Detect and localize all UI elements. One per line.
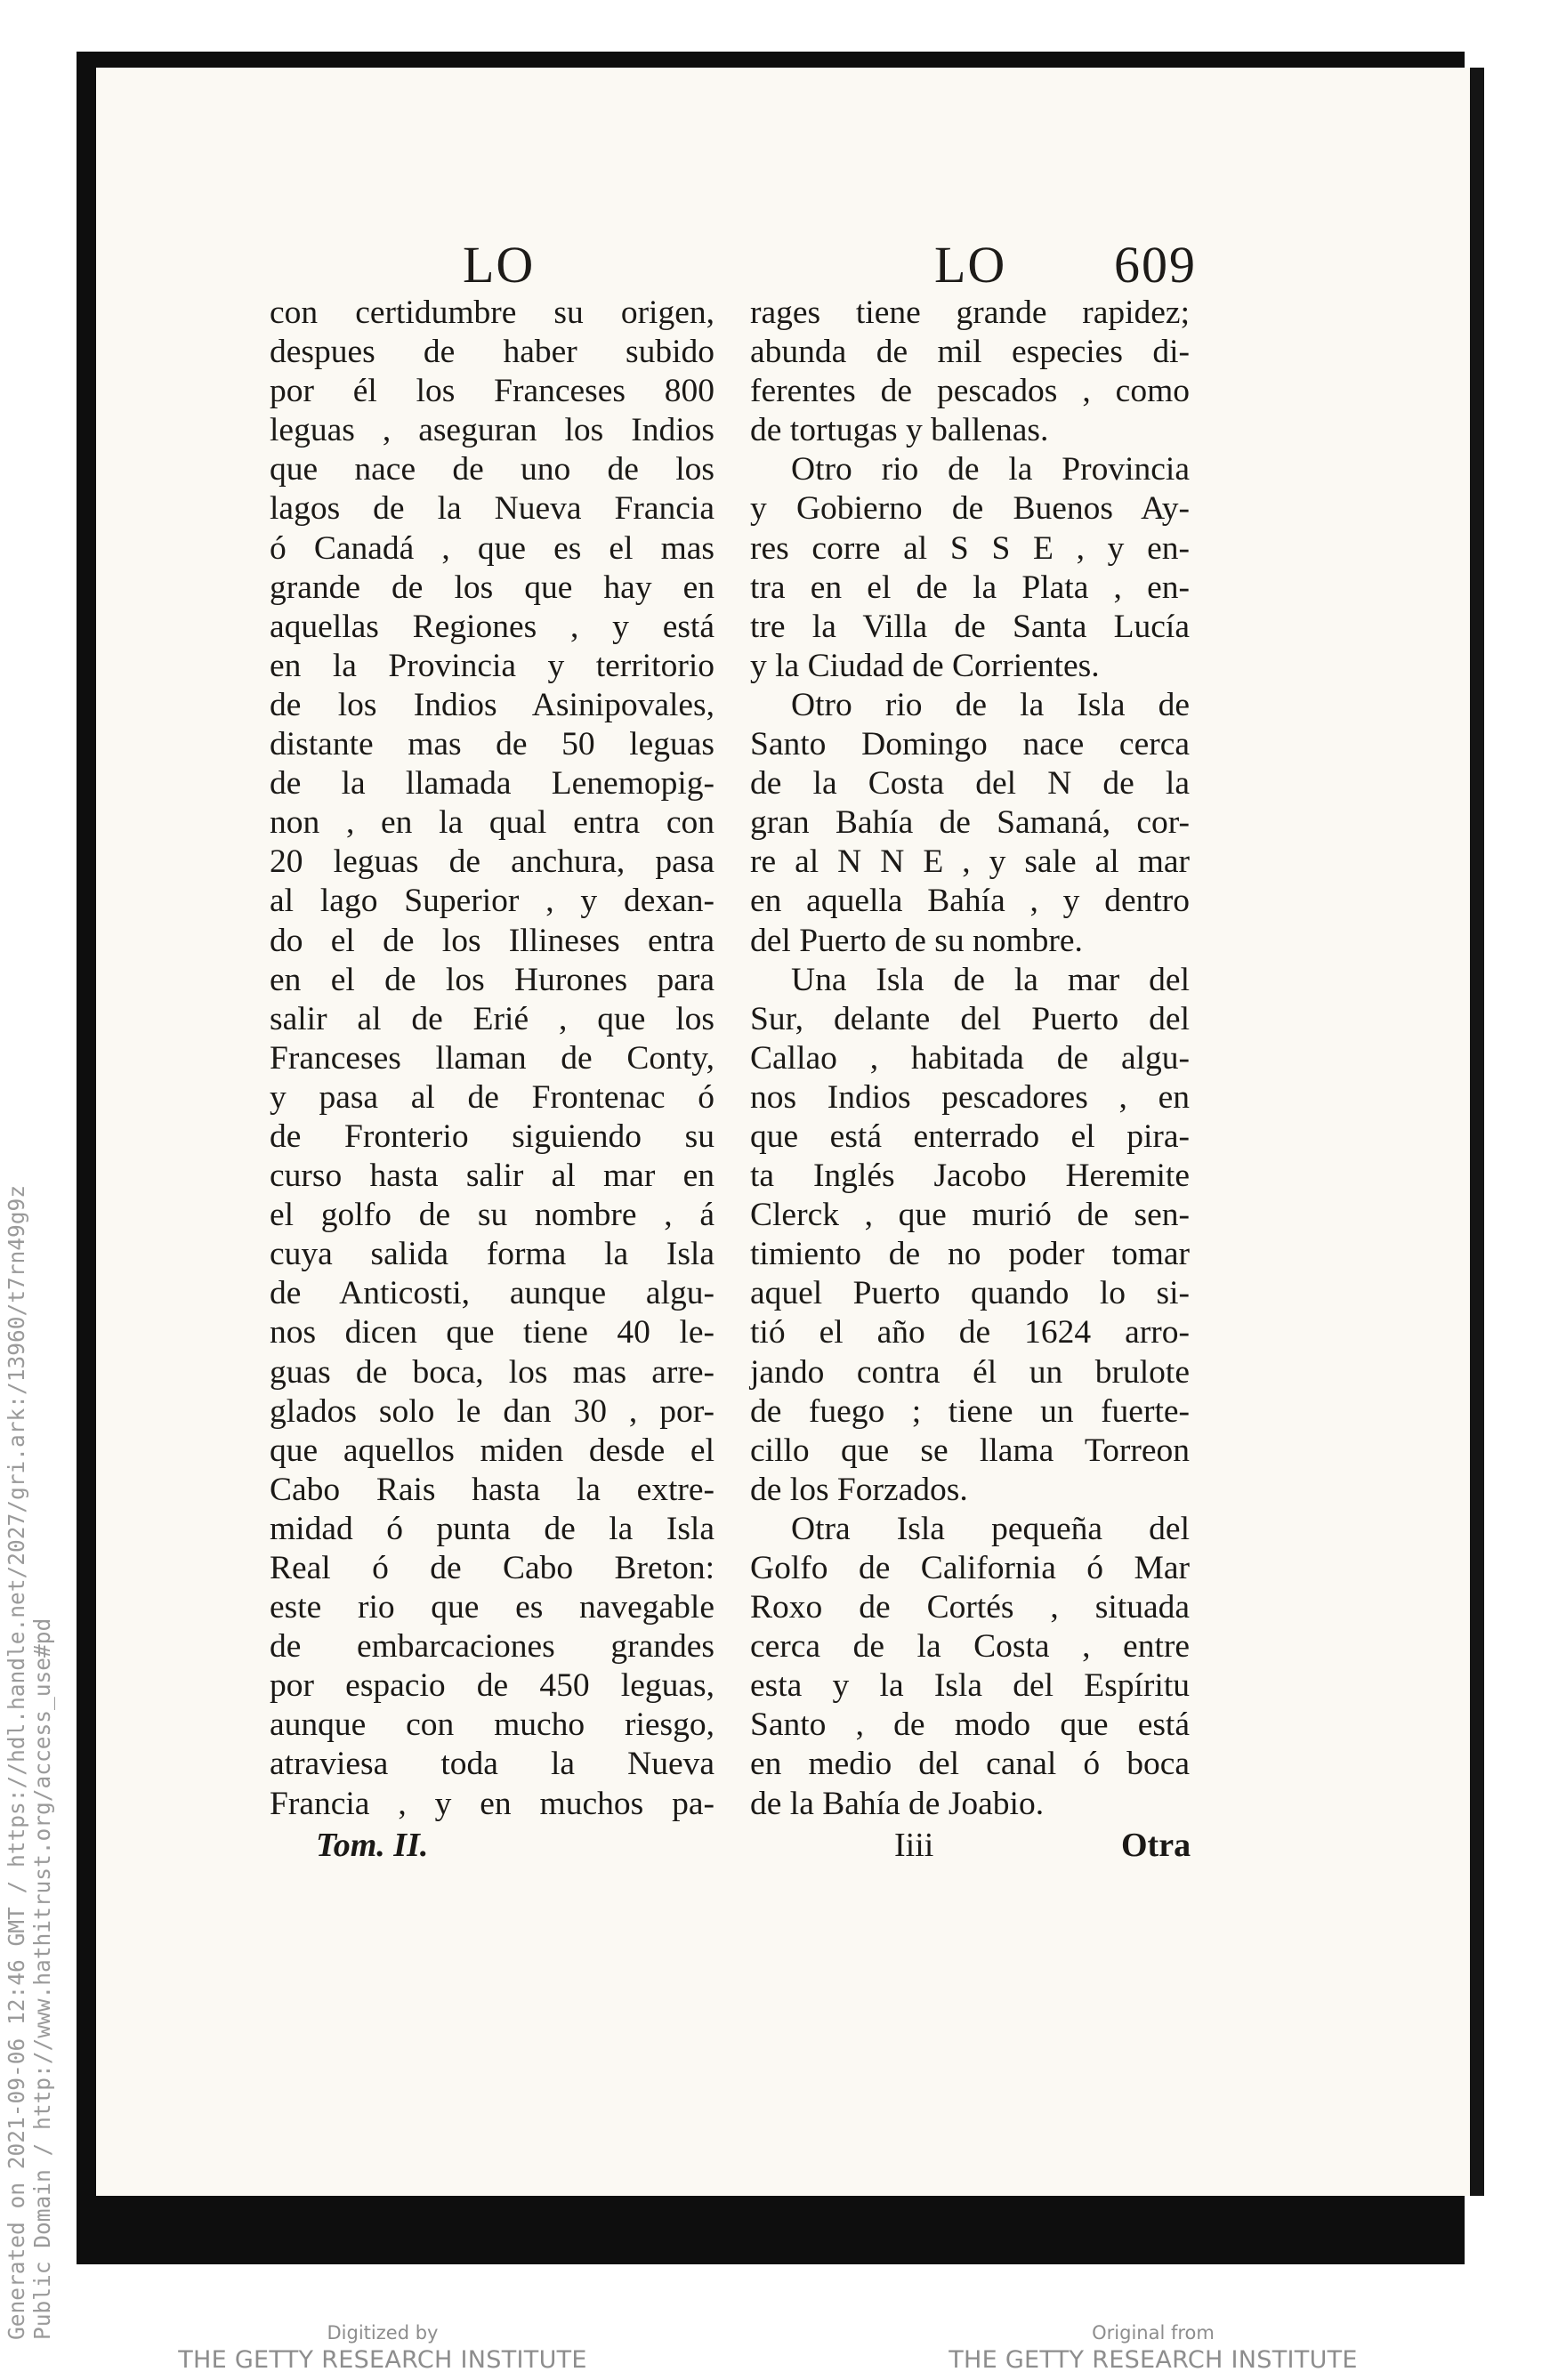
text-line: y la Ciudad de Corrientes. [750,647,1100,684]
text-line: Francia , y en muchos pa- [270,1785,714,1822]
text-line: de Fronterio siguiendo su [270,1117,714,1155]
text-line: el golfo de su nombre , á [270,1197,714,1234]
text-line: ó Canadá , que es el mas [270,529,714,567]
text-line: en aquella Bahía , y dentro [750,883,1190,920]
text-line: Callao , habitada de algu- [750,1039,1190,1077]
original-institution: THE GETTY RESEARCH INSTITUTE [949,2346,1358,2374]
text-line: guas de boca, los mas arre- [270,1353,714,1391]
text-line: al lago Superior , y dexan- [270,883,714,920]
text-line: jando contra él un brulote [750,1353,1190,1391]
text-line: de la Bahía de Joabio. [750,1785,1045,1822]
text-line: timiento de no poder tomar [750,1236,1190,1273]
text-line: este rio que es navegable [270,1589,714,1626]
text-line: Santo , de modo que está [750,1706,1190,1744]
text-line: ta Inglés Jacobo Heremite [750,1158,1190,1195]
digitized-institution: THE GETTY RESEARCH INSTITUTE [178,2346,587,2374]
text-line: Clerck , que murió de sen- [750,1197,1190,1234]
text-line: en el de los Hurones para [270,961,714,998]
left-text-column [270,294,714,1824]
text-line: Otra Isla pequeña del [791,1510,1190,1547]
text-line: esta y la Isla del Espíritu [750,1667,1190,1705]
quire-mark: Iiii [894,1827,934,1864]
text-line: del Puerto de su nombre. [750,922,1083,959]
text-line: de los Indios Asinipovales, [270,686,714,723]
text-line: de la Costa del N de la [750,765,1190,803]
text-line: de los Forzados. [750,1471,968,1508]
text-line: midad ó punta de la Isla [270,1510,714,1547]
text-line: tra en el de la Plata , en- [750,569,1190,606]
text-line: de embarcaciones grandes [270,1628,714,1666]
text-line: Roxo de Cortés , situada [750,1589,1190,1626]
text-line: Santo Domingo nace cerca [750,726,1190,763]
text-line: y Gobierno de Buenos Ay- [750,490,1190,528]
text-line: leguas , aseguran los Indios [270,412,714,449]
text-line: Sur, delante del Puerto del [750,1000,1190,1037]
text-line: nos Indios pescadores , en [750,1078,1190,1116]
text-line: que aquellos miden desde el [270,1432,714,1469]
page-number: 609 [1114,236,1197,294]
text-line: do el de los Illineses entra [270,922,714,959]
text-line: Cabo Rais hasta la extre- [270,1471,714,1508]
text-line: Otro rio de la Isla de [791,686,1190,723]
text-line: Una Isla de la mar del [791,961,1190,998]
original-from-credit [922,2320,1385,2376]
text-line: de la llamada Lenemopig- [270,765,714,803]
text-line: Real ó de Cabo Breton: [270,1550,714,1586]
provenance-line-2: Public Domain / http://www.hathitrust.org/access_use#pd [29,1618,55,2340]
running-head-left: LO [463,236,536,294]
text-line: aquel Puerto quando lo si- [750,1275,1190,1312]
text-line: glados solo le dan 30 , por- [270,1392,714,1430]
digitized-by-credit [151,2320,614,2376]
text-line: Franceses llaman de Conty, [270,1039,714,1077]
running-head-right: LO [934,236,1007,294]
text-line: Golfo de California ó Mar [750,1550,1190,1586]
right-text-column [750,294,1190,1824]
text-line: 20 leguas de anchura, pasa [270,843,714,881]
text-line: salir al de Erié , que los [270,1000,714,1037]
text-line: de fuego ; tiene un fuerte- [750,1392,1190,1430]
text-line: y pasa al de Frontenac ó [270,1078,714,1116]
signature-mark: Tom. II. [316,1827,429,1864]
text-line: tió el año de 1624 arro- [750,1314,1190,1351]
text-line: nos dicen que tiene 40 le- [270,1314,714,1351]
text-line: abunda de mil especies di- [750,334,1190,371]
text-line: atraviesa toda la Nueva [270,1746,714,1783]
text-line: de tortugas y ballenas. [750,412,1049,449]
text-line: curso hasta salir al mar en [270,1158,714,1195]
text-line: aquellas Regiones , y está [270,608,714,645]
text-line: distante mas de 50 leguas [270,726,714,763]
text-line: con certidumbre su origen, [270,294,714,331]
text-line: res corre al S S E , y en- [750,529,1190,567]
text-line: lagos de la Nueva Francia [270,490,714,528]
text-line: gran Bahía de Samaná, cor- [750,804,1190,842]
text-line: por él los Franceses 800 [270,373,714,410]
text-line: de Anticosti, aunque algu- [270,1275,714,1312]
text-line: cerca de la Costa , entre [750,1628,1190,1666]
text-line: non , en la qual entra con [270,804,714,842]
original-label: Original from [1092,2322,1215,2344]
text-line: cillo que se llama Torreon [750,1432,1190,1469]
text-line: cuya salida forma la Isla [270,1236,714,1273]
text-line: tre la Villa de Santa Lucía [750,608,1190,645]
catchword: Otra [1121,1827,1191,1864]
text-line: en la Provincia y territorio [270,647,714,684]
text-line: rages tiene grande rapidez; [750,294,1190,331]
text-line: aunque con mucho riesgo, [270,1706,714,1744]
page-edge-shadow [1470,68,1484,2196]
text-line: despues de haber subido [270,334,714,371]
text-line: ferentes de pescados , como [750,373,1190,410]
text-line: por espacio de 450 leguas, [270,1667,714,1705]
text-line: en medio del canal ó boca [750,1746,1190,1783]
text-line: grande de los que hay en [270,569,714,606]
digitized-label: Digitized by [327,2322,439,2344]
provenance-stamp [4,1094,55,2340]
provenance-line-1: Generated on 2021-09-06 12:46 GMT / https://hdl.handle.net/2027/gri.ark:/13960/t7rn49g9z [4,1184,29,2340]
text-line: Otro rio de la Provincia [791,451,1190,488]
text-line: re al N N E , y sale al mar [750,843,1190,881]
text-line: que está enterrado el pira- [750,1117,1190,1155]
text-line: que nace de uno de los [270,451,714,488]
